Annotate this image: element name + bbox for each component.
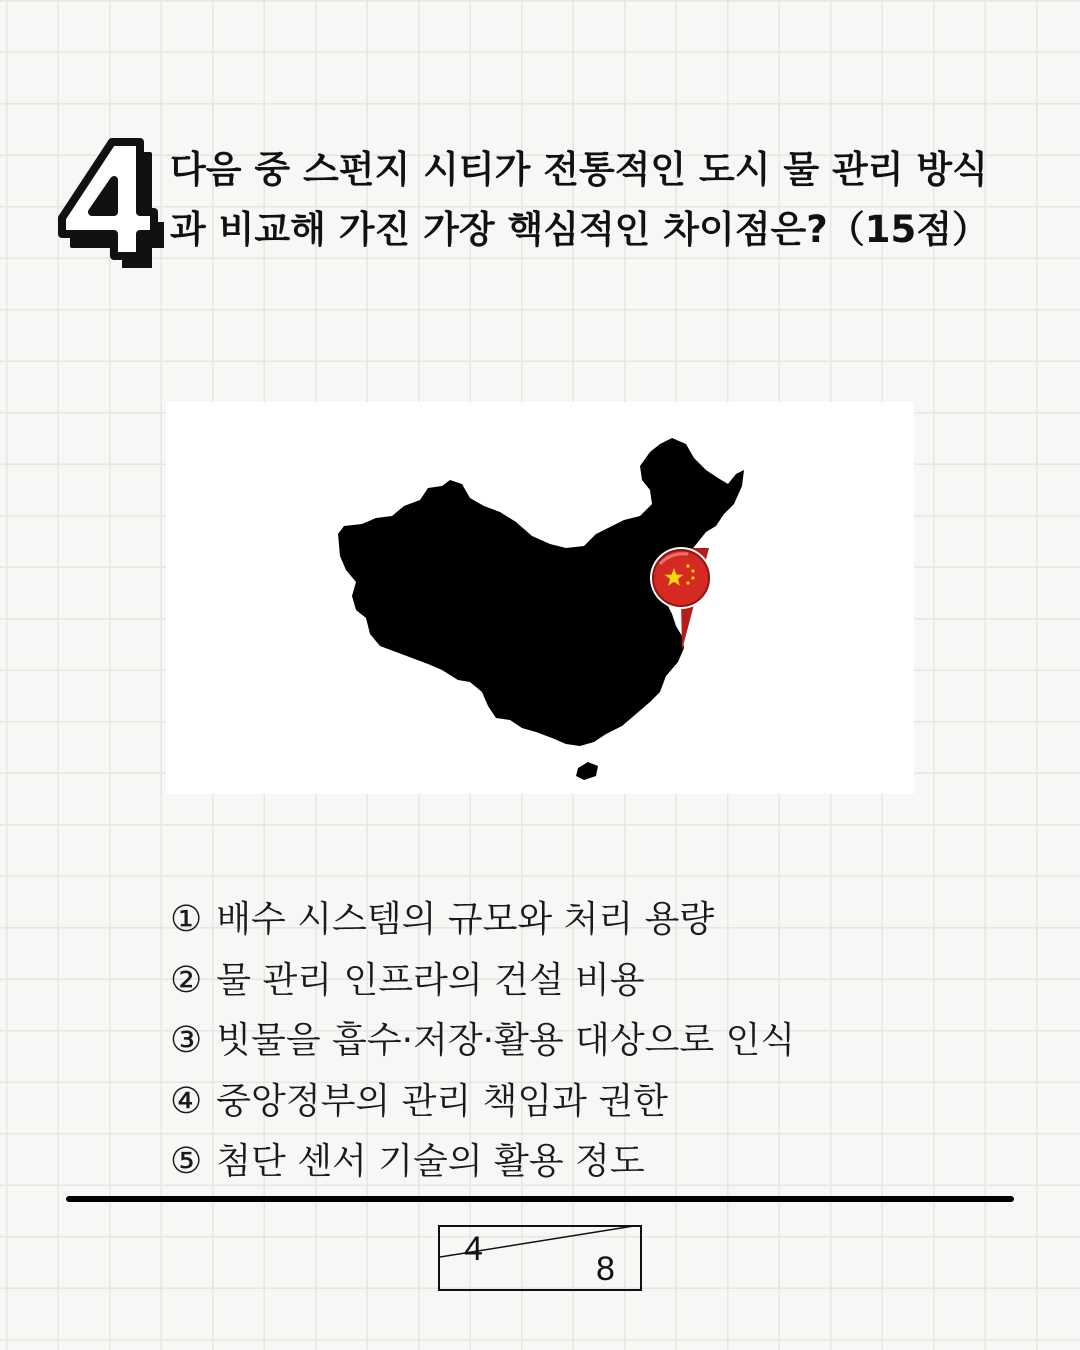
question-text: 다음 중 스펀지 시티가 전통적인 도시 물 관리 방식과 비교해 가진 가장 핵심적인 차이점은?（15점）	[170, 148, 989, 251]
option-text: 첨단 센서 기술의 활용 정도	[216, 1141, 645, 1182]
map-illustration	[166, 402, 914, 794]
option-text: 빗물을 흡수·저장·활용 대상으로 인식	[216, 1020, 796, 1061]
divider	[66, 1196, 1014, 1202]
number-four-badge-icon	[48, 128, 164, 268]
option-number: ④	[170, 1080, 203, 1122]
option-2[interactable]	[170, 951, 990, 1012]
total-pages: 8	[596, 1250, 615, 1288]
option-1[interactable]	[170, 890, 990, 951]
option-text: 중앙정부의 관리 책임과 권한	[216, 1080, 668, 1122]
option-text: 물 관리 인프라의 건설 비용	[216, 959, 645, 1001]
option-number: ②	[170, 959, 203, 1001]
option-3[interactable]	[170, 1011, 990, 1072]
page-indicator	[438, 1225, 642, 1291]
option-text: 배수 시스템의 규모와 처리 용량	[216, 899, 715, 940]
option-number: ③	[170, 1020, 203, 1061]
option-number: ①	[170, 899, 203, 940]
question-number-badge	[48, 128, 164, 268]
svg-text:4: 4	[48, 128, 49, 129]
option-5[interactable]	[170, 1132, 990, 1193]
option-4[interactable]	[170, 1072, 990, 1133]
current-page: 4	[464, 1230, 483, 1268]
answer-options	[170, 890, 990, 1193]
option-number: ⑤	[170, 1141, 203, 1182]
